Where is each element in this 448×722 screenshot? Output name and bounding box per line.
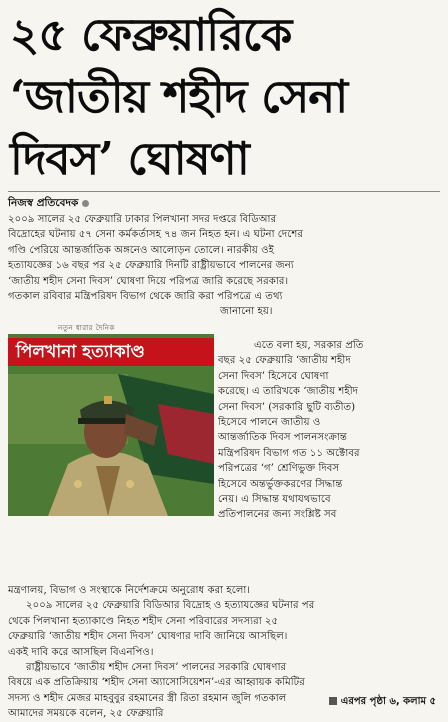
text-line: আন্তর্জাতিক দিবস পালনসংক্রান্ত (218, 432, 347, 444)
byline (8, 196, 89, 213)
text-line: মন্ত্রণালয়, বিভাগ ও সংস্থাকে নির্দেশক্রমে অনুরোধ করা হলো। (8, 585, 251, 596)
text-line: এতে বলা হয়, সরকার প্রতি (254, 340, 364, 351)
text-line: করেছে। এ তারিখকে ‘জাতীয় শহীদ (218, 386, 358, 398)
text-line: প্রতিপালনের জন্য সংশ্লিষ্ট সব (218, 509, 337, 521)
headline-line-2: ‘জাতীয় শহীদ সেনা (10, 70, 348, 123)
bullet-icon (82, 200, 89, 207)
text-line: মন্ত্রিপরিষদ বিভাগ গত ১১ অক্টোবর (218, 447, 360, 459)
text-line: ২০০৯ সালের ২৫ ফেব্রুয়ারি বিডিআর বিদ্রোহ ও হত্যাযজ্ঞের ঘটনার পর (26, 600, 315, 612)
text-line: পরিপত্রের ‘গ’ শ্রেণিভুক্ত দিবস (218, 463, 340, 475)
text-line: রাষ্ট্রীয়ভাবে ‘জাতীয় শহীদ সেনা দিবস’ পালনের সরকারি ঘোষণার (26, 662, 287, 674)
text-line: ‘জাতীয় শহীদ সেনা দিবস’ ঘোষণা দিয়ে পরিপত্র জারি করেছে সরকার। (8, 275, 289, 287)
text-line: ফেব্রুয়ারি ‘জাতীয় শহীদ সেনা দিবস’ ঘোষণার দাবি জানিয়ে আসছিল। (8, 631, 288, 643)
continued-text: এরপর পৃষ্ঠা ৬, কলাম ৫ (340, 696, 436, 707)
text-line: ২০০৯ সালের ২৫ ফেব্রুয়ারি ঢাকার পিলখানা সদর দপ্তরে বিডিআর (8, 214, 277, 225)
text-line: হিসেবে পালনে জাতীয় ও (218, 417, 321, 429)
text-line: বিষয়ে এক প্রতিক্রিয়ায় ‘শহীদ সেনা অ্যাসোসিয়েশন’-এর আহ্বায়ক কমিটির (8, 677, 305, 689)
news-photo (8, 334, 214, 516)
text-line: নেয়। এ সিদ্ধান্ত যথাযথভাবে (218, 494, 331, 506)
text-line: গতকাল রবিবার মন্ত্রিপরিষদ বিভাগ থেকে জারি করা পরিপত্রে এ তথ্য (8, 291, 283, 303)
text-line: জানানো হয়। (220, 306, 273, 318)
text-line: আমাদের সময়কে বলেন, ২৫ ফেব্রুয়ারি (8, 708, 164, 720)
continued-note (329, 694, 436, 711)
text-line: গণ্ডি পেরিয়ে আন্তর্জাতিক অঙ্গনেও আলোড়ন তোলে। নারকীয় ওই (8, 244, 274, 256)
text-line: থেকে পিলখানা হত্যাকাণ্ডে নিহত শহীদ সেনা পরিবারের সদস্যরা ২৫ (8, 615, 279, 627)
text-line: সেনা দিবস’ হিসেবে ঘোষণা (218, 370, 329, 382)
text-line: সেনা দিবস’ (সরকারি ছুটি ব্যতীত) (218, 401, 356, 413)
text-line: বিদ্রোহের ঘটনায় ৫৭ সেনা কর্মকর্তাসহ ৭৪ জন নিহত হন। এ ঘটনা দেশের (8, 229, 304, 241)
byline-text: নিজস্ব প্রতিবেদক (8, 197, 79, 209)
text-line: সদস্য ও শহীদ মেজর মাহবুবুর রহমানের স্ত্রী রিতা রহমান জুলি গতকাল (8, 692, 287, 704)
article-paragraph-right (218, 338, 440, 523)
divider (8, 191, 440, 192)
article-paragraph-top (8, 212, 440, 320)
text-line: হত্যাযজ্ঞের ১৬ বছর পর ২৫ ফেব্রুয়ারি দিনটি রাষ্ট্রীয়ভাবে পালনের জন্য (8, 260, 294, 272)
photo-banner: পিলখানা হত্যাকাণ্ড (8, 338, 214, 366)
text-line: বছর ২৫ ফেব্রুয়ারি ‘জাতীয় শহীদ (218, 355, 351, 367)
headline-line-1: ২৫ ফেব্রুয়ারিকে (10, 8, 292, 61)
headline-line-3: দিবস’ ঘোষণা (10, 132, 249, 185)
square-bullet-icon (329, 697, 337, 705)
text-line: হিসেবে অন্তর্ভুক্তকরণের সিদ্ধান্ত (218, 478, 343, 490)
photo-credit: নতুন ধারার দৈনিক (58, 324, 115, 332)
text-line: একই দাবি করে আসছিল বিএনপিও। (8, 646, 154, 658)
headline (10, 4, 440, 190)
